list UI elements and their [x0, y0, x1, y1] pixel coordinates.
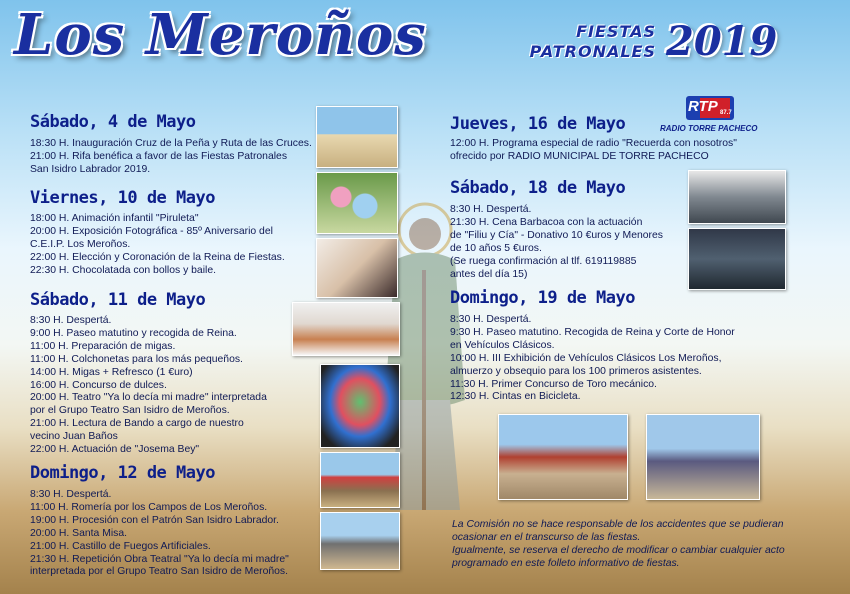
disclaimer-line: Igualmente, se reserva el derecho de modificar o cambiar cualquier acto	[452, 544, 785, 556]
disclaimer-line: programado en este folleto informativo de fiestas.	[452, 557, 680, 569]
event-line: 9:30 H. Paseo matutino. Recogida de Reina y Corte de Honor	[450, 326, 735, 338]
event-line: ofrecido por RADIO MUNICIPAL DE TORRE PACHECO	[450, 150, 709, 162]
event-list	[450, 204, 663, 281]
fiestas-line-1: FIESTAS	[576, 22, 656, 41]
event-line: 21:00 H. Lectura de Bando a cargo de nuestro	[30, 418, 244, 430]
photo-band-performance	[688, 228, 786, 290]
event-line: 19:00 H. Procesión con el Patrón San Isidro Labrador.	[30, 514, 279, 526]
radio-torre-pacheco-logo	[656, 96, 766, 136]
day-title: Domingo, 19 de Mayo	[450, 288, 635, 308]
event-line: 14:00 H. Migas + Refresco (1 €uro)	[30, 366, 193, 378]
photo-romeria-cart	[320, 452, 400, 508]
event-line: 11:00 H. Preparación de migas.	[30, 340, 176, 352]
event-line: 16:00 H. Concurso de dulces.	[30, 379, 167, 391]
event-line: (Se ruega confirmación al tlf. 619119885	[450, 255, 637, 267]
disclaimer-line: ocasionar en el transcurso de las fiestas.	[452, 531, 641, 543]
event-line: interpretada por el Grupo Teatro San Isidro de Meroños.	[30, 566, 288, 578]
event-line: 11:30 H. Primer Concurso de Toro mecánico.	[450, 378, 657, 390]
photo-queen-crowning	[316, 238, 398, 298]
radio-logo-freq: 87.7	[720, 110, 732, 116]
event-line: 21:00 H. Castillo de Fuegos Artificiales.	[30, 540, 211, 552]
event-line: 20:00 H. Teatro "Ya lo decía mi madre" interpretada	[30, 392, 267, 404]
photo-sweets-table	[292, 302, 400, 356]
photo-village-street	[316, 106, 398, 168]
event-line: 12:30 H. Cintas en Bicicleta.	[450, 391, 581, 403]
day-title: Viernes, 10 de Mayo	[30, 188, 215, 208]
photo-singer-portrait	[320, 364, 400, 448]
day-title: Sábado, 4 de Mayo	[30, 112, 196, 132]
event-line: 22:00 H. Elección y Coronación de la Reina de Fiestas.	[30, 251, 285, 263]
year-label: 2019	[666, 18, 778, 65]
event-line: 10:00 H. III Exhibición de Vehículos Clásicos Los Meroños,	[450, 352, 722, 364]
day-title: Sábado, 11 de Mayo	[30, 290, 206, 310]
event-line: 20:00 H. Santa Misa.	[30, 527, 128, 539]
day-title: Domingo, 12 de Mayo	[30, 463, 215, 483]
event-line: C.E.I.P. Los Meroños.	[30, 238, 131, 250]
event-line: 8:30 H. Despertá.	[450, 204, 532, 215]
event-line: 9:00 H. Paseo matutino y recogida de Reina.	[30, 327, 237, 339]
event-list	[450, 138, 737, 164]
photo-children-group	[316, 172, 398, 234]
event-list	[30, 213, 285, 278]
day-title: Sábado, 18 de Mayo	[450, 178, 626, 198]
event-list	[450, 314, 735, 404]
photo-group-outdoors	[646, 414, 760, 500]
event-list	[30, 489, 289, 579]
day-title: Jueves, 16 de Mayo	[450, 114, 626, 134]
event-line: de "Filiu y Cía" - Donativo 10 €uros y Menores	[450, 229, 663, 241]
event-line: San Isidro Labrador 2019.	[30, 163, 151, 175]
event-line: 22:30 H. Chocolatada con bollos y baile.	[30, 264, 216, 276]
event-line: 22:00 H. Actuación de "Josema Bey"	[30, 444, 200, 456]
event-line: antes del día 15)	[450, 268, 528, 280]
event-list	[30, 315, 267, 457]
event-line: 11:00 H. Romería por los Campos de Los Meroños.	[30, 501, 268, 513]
photo-classic-cars	[498, 414, 628, 500]
event-line: 21:30 H. Cena Barbacoa con la actuación	[450, 216, 643, 228]
fiestas-line-2: PATRONALES	[529, 42, 656, 61]
disclaimer-line: La Comisión no se hace responsable de los accidentes que se pudieran	[452, 519, 784, 530]
event-line: almuerzo y obsequio para los 100 primeros asistentes.	[450, 365, 702, 377]
page-title: Los Meroños	[14, 2, 427, 68]
event-line: de 10 años 5 €uros.	[450, 242, 542, 254]
radio-logo-caption: RADIO TORRE PACHECO	[660, 124, 758, 133]
event-line: en Vehículos Clásicos.	[450, 339, 555, 351]
event-line: 8:30 H. Despertá.	[30, 489, 112, 500]
event-line: 12:00 H. Programa especial de radio "Recuerda con nosotros"	[450, 138, 737, 149]
event-line: por el Grupo Teatro San Isidro de Meroños.	[30, 405, 230, 417]
event-line: 20:00 H. Exposición Fotográfica - 85º Aniversario del	[30, 225, 273, 237]
photo-procession	[320, 512, 400, 570]
event-line: 8:30 H. Despertá.	[30, 315, 112, 326]
event-line: 21:00 H. Rifa benéfica a favor de las Fiestas Patronales	[30, 150, 288, 162]
event-line: 11:00 H. Colchonetas para los más pequeños.	[30, 353, 243, 365]
event-line: 21:30 H. Repetición Obra Teatral "Ya lo decía mi madre"	[30, 553, 289, 565]
event-line: 18:00 H. Animación infantil "Piruleta"	[30, 213, 199, 224]
event-line: vecino Juan Baños	[30, 431, 118, 443]
fiestas-label	[498, 22, 656, 62]
radio-logo-mark: RTP	[688, 98, 718, 115]
event-line: 8:30 H. Despertá.	[450, 314, 532, 325]
event-line: 18:30 H. Inauguración Cruz de la Peña y Ruta de las Cruces.	[30, 138, 312, 149]
disclaimer-note	[452, 519, 785, 571]
event-list	[30, 138, 312, 177]
photo-dinner-crowd	[688, 170, 786, 224]
